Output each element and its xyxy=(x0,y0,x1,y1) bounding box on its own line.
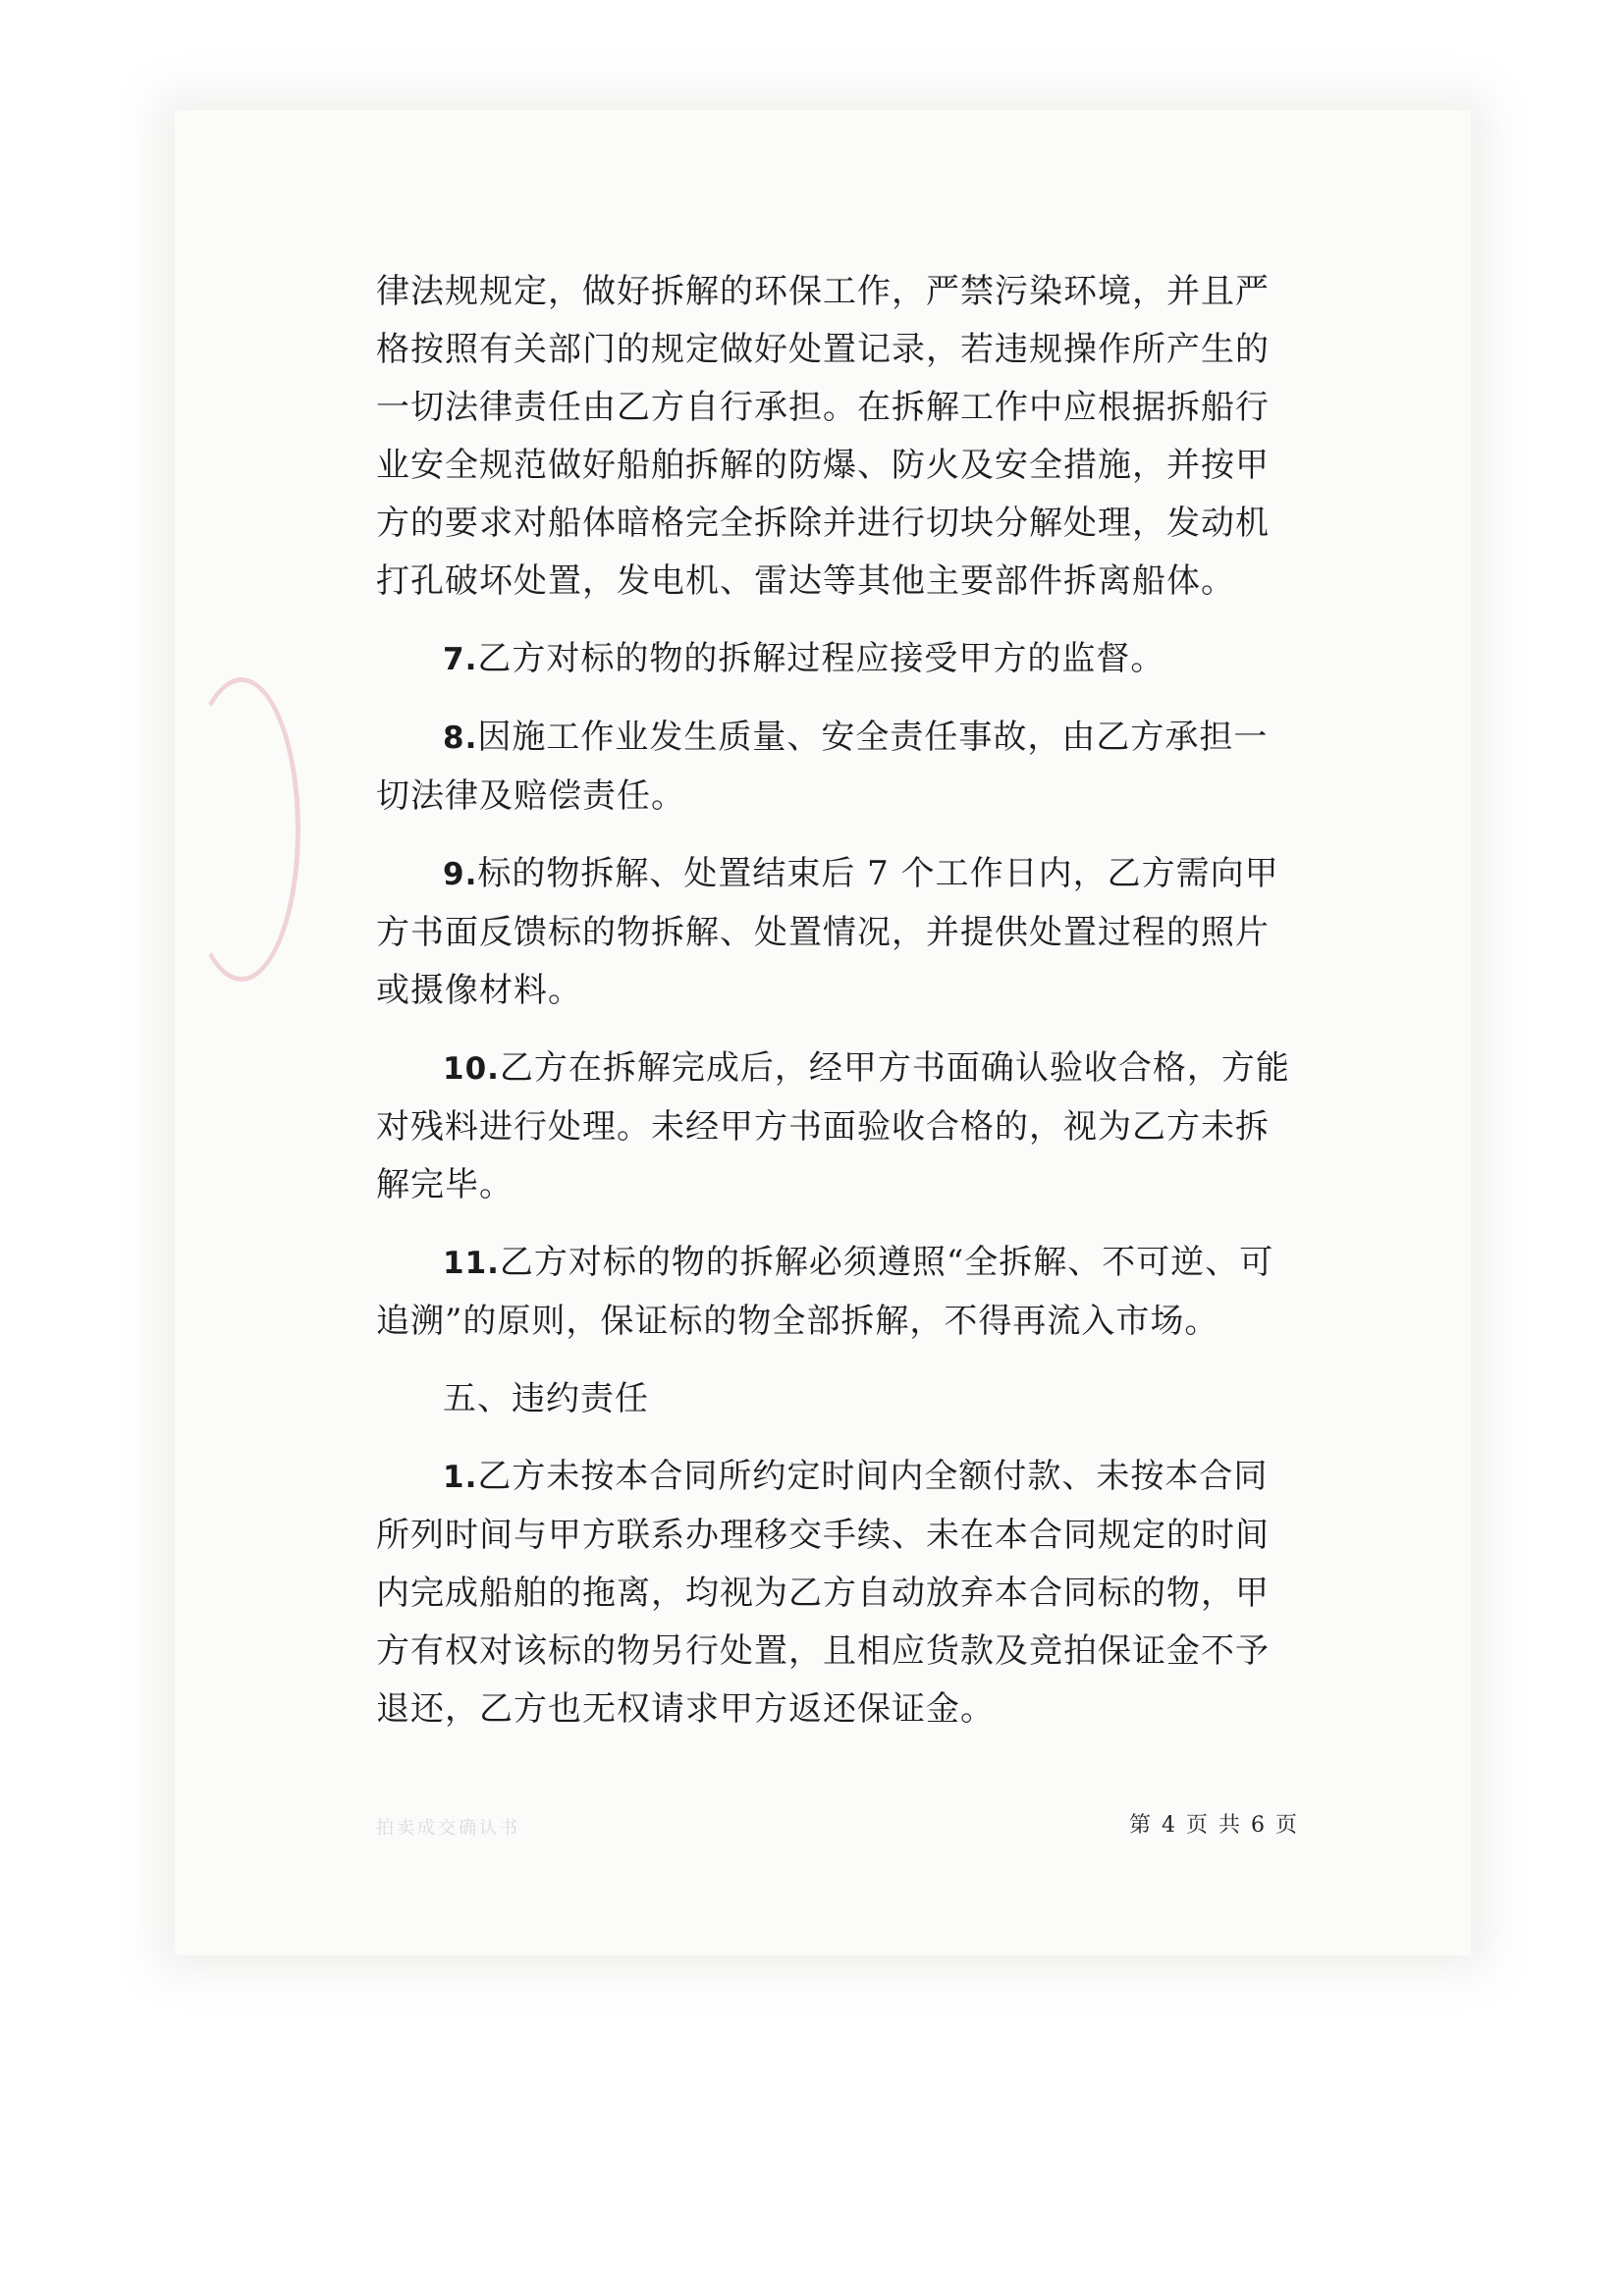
text-line: 对残料进行处理。未经甲方书面验收合格的，视为乙方未拆 xyxy=(376,1107,1270,1147)
clause-7 xyxy=(376,630,1289,689)
text-line: 方有权对该标的物另行处置，且相应货款及竞拍保证金不予 xyxy=(376,1631,1270,1671)
text-line: 打孔破坏处置，发电机、雷达等其他主要部件拆离船体。 xyxy=(376,561,1235,601)
clause-text: 因施工作业发生质量、安全责任事故，由乙方承担一 xyxy=(477,718,1269,757)
text-line: 律法规规定，做好拆解的环保工作，严禁污染环境，并且严 xyxy=(376,272,1270,311)
text-line xyxy=(376,630,1289,689)
text-line: 格按照有关部门的规定做好处置记录，若违规操作所产生的 xyxy=(376,330,1270,369)
clause-number: 7. xyxy=(443,642,478,677)
document-body xyxy=(376,263,1289,1758)
text-line: 所列时间与甲方联系办理移交手续、未在本合同规定的时间 xyxy=(376,1516,1270,1555)
clause-10 xyxy=(376,1040,1289,1214)
text-line: 追溯”的原则，保证标的物全部拆解，不得再流入市场。 xyxy=(376,1302,1219,1341)
text-line xyxy=(376,845,1289,904)
text-line: 切法律及赔偿责任。 xyxy=(376,776,685,816)
text-line xyxy=(376,1234,1289,1293)
clause-9 xyxy=(376,845,1289,1020)
text-line: 内完成船舶的拖离，均视为乙方自动放弃本合同标的物，甲 xyxy=(376,1574,1270,1613)
text-line xyxy=(376,1040,1289,1098)
text-line xyxy=(376,709,1289,768)
text-line: 或摄像材料。 xyxy=(376,971,582,1010)
clause-number: 11. xyxy=(443,1246,500,1281)
footer-faint-text: 拍卖成交确认书 xyxy=(376,1818,520,1839)
clause-11 xyxy=(376,1234,1289,1351)
clause-text: 乙方对标的物的拆解过程应接受甲方的监督。 xyxy=(477,639,1165,678)
paragraph-continuation xyxy=(376,263,1289,611)
clause-text: 标的物拆解、处置结束后 7 个工作日内，乙方需向甲 xyxy=(477,854,1279,893)
breach-clause-1 xyxy=(376,1448,1289,1738)
text-line: 方的要求对船体暗格完全拆除并进行切块分解处理，发动机 xyxy=(376,504,1270,543)
section-heading: 五、违约责任 xyxy=(443,1379,649,1418)
text-line: 业安全规范做好船舶拆解的防爆、防火及安全措施，并按甲 xyxy=(376,446,1270,485)
clause-text: 乙方对标的物的拆解必须遵照“全拆解、不可逆、可 xyxy=(499,1243,1274,1282)
clause-number: 8. xyxy=(443,721,478,756)
red-seal-stamp xyxy=(183,677,300,982)
text-line: 解完毕。 xyxy=(376,1165,514,1204)
text-line: 一切法律责任由乙方自行承担。在拆解工作中应根据拆船行 xyxy=(376,388,1270,427)
text-line xyxy=(376,1448,1289,1507)
text-line: 退还，乙方也无权请求甲方返还保证金。 xyxy=(376,1689,995,1729)
clause-number: 9. xyxy=(443,857,478,892)
page-number: 第 4 页 共 6 页 xyxy=(1129,1813,1299,1838)
clause-text: 乙方在拆解完成后，经甲方书面确认验收合格，方能 xyxy=(499,1048,1290,1088)
clause-text: 乙方未按本合同所约定时间内全额付款、未按本合同 xyxy=(477,1457,1269,1496)
text-line: 方书面反馈标的物拆解、处置情况，并提供处置过程的照片 xyxy=(376,913,1270,952)
clause-number: 10. xyxy=(443,1051,500,1087)
clause-number: 1. xyxy=(443,1460,478,1495)
clause-8 xyxy=(376,709,1289,826)
